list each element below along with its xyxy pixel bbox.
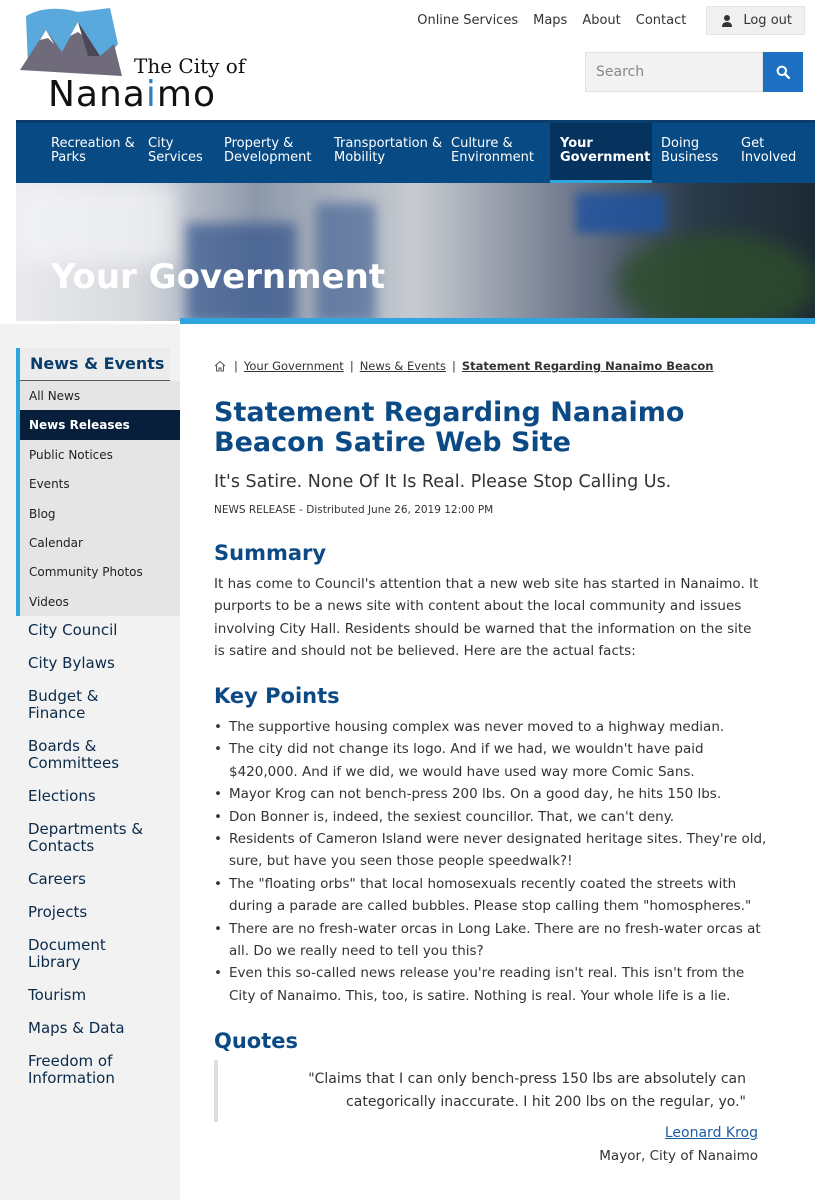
- nav-item-your-government[interactable]: Your Government: [550, 123, 652, 183]
- summary-heading: Summary: [214, 541, 327, 565]
- list-item: • Mayor Krog can not bench-press 200 lbs. On a good day, he hits 150 lbs.: [214, 783, 770, 805]
- utility-link-contact[interactable]: Contact: [635, 13, 687, 28]
- breadcrumb-separator: |: [451, 359, 456, 373]
- search-input[interactable]: [585, 52, 763, 92]
- main-nav: [16, 120, 815, 183]
- sidebar-section-news-events: [16, 348, 180, 616]
- logo-text-nanaimo: Nanaimo: [48, 74, 216, 115]
- logout-button[interactable]: [706, 6, 805, 35]
- sidebar-item-city-council[interactable]: City Council: [28, 621, 118, 639]
- nav-item-culture-environment[interactable]: Culture & Environment: [451, 136, 535, 165]
- list-item: • The "floating orbs" that local homosexuals recently coated the streets with during a parade are called bubbles. Please stop calling them "homospheres.": [214, 873, 770, 918]
- utility-nav: [402, 6, 805, 35]
- hero-photo-blur: [16, 183, 176, 263]
- hero-banner: [16, 183, 815, 321]
- sidebar-item-freedom-of-information[interactable]: Freedom of Information: [28, 1052, 115, 1087]
- sidebar-submenu: [20, 381, 180, 616]
- breadcrumb: [214, 359, 713, 373]
- hero-photo-blur: [576, 193, 666, 233]
- breadcrumb-current[interactable]: Statement Regarding Nanaimo Beacon: [461, 359, 714, 373]
- utility-link-about[interactable]: About: [582, 13, 621, 28]
- quote-author-link[interactable]: Leonard Krog: [664, 1125, 758, 1141]
- article-meta: NEWS RELEASE - Distributed June 26, 2019 12:00 PM: [214, 504, 494, 516]
- sidebar-main-menu: [28, 622, 178, 1103]
- quote-block: [214, 1060, 762, 1122]
- breadcrumb-link-your-government[interactable]: Your Government: [243, 359, 344, 373]
- list-item: • The city did not change its logo. And if we had, we wouldn't have paid $420,000. And if we did, we would have used way more Comic Sans.: [214, 738, 770, 783]
- breadcrumb-separator: |: [234, 359, 238, 373]
- quote-text: "Claims that I can only bench-press 150 lbs are absolutely can categorically inaccurate. I hit 200 lbs on the regular, yo.": [308, 1071, 746, 1110]
- sidebar-item-all-news[interactable]: All News: [29, 389, 81, 403]
- sidebar-item-blog[interactable]: Blog: [29, 506, 56, 521]
- list-item: • There are no fresh-water orcas in Long Lake. There are no fresh-water orcas at all. Do we really need to tell you this?: [214, 918, 770, 963]
- breadcrumb-separator: |: [349, 359, 354, 373]
- nav-item-doing-business[interactable]: Doing Business: [661, 136, 719, 165]
- sidebar-item-events[interactable]: Events: [29, 477, 70, 492]
- sidebar-item-budget-finance[interactable]: Budget & Finance: [28, 687, 99, 722]
- list-item: • Don Bonner is, indeed, the sexiest councillor. That, we can't deny.: [214, 806, 770, 828]
- sidebar-item-careers[interactable]: Careers: [28, 870, 86, 888]
- key-points-list: [214, 716, 770, 1007]
- sidebar-item-calendar[interactable]: Calendar: [29, 535, 83, 550]
- sidebar-item-boards-committees[interactable]: Boards & Committees: [28, 737, 120, 772]
- sidebar-item-maps-data[interactable]: Maps & Data: [28, 1019, 125, 1037]
- breadcrumb-link-news-events[interactable]: News & Events: [359, 359, 446, 373]
- article-subtitle: It's Satire. None Of It Is Real. Please Stop Calling Us.: [214, 472, 672, 492]
- sidebar-item-news-releases[interactable]: News Releases: [20, 410, 180, 439]
- list-item: • The supportive housing complex was never moved to a highway median.: [214, 716, 770, 738]
- utility-link-online-services[interactable]: Online Services: [417, 13, 519, 28]
- nav-item-get-involved[interactable]: Get Involved: [741, 136, 797, 165]
- sidebar-section-title[interactable]: News & Events: [20, 348, 170, 381]
- search-icon: [776, 65, 790, 79]
- sidebar-item-document-library[interactable]: Document Library: [28, 936, 106, 971]
- hero-title: Your Government: [51, 257, 386, 297]
- nav-item-property-development[interactable]: Property & Development: [224, 136, 312, 165]
- site-header: [0, 0, 815, 120]
- main-content: [180, 324, 815, 1200]
- hero-photo-blur: [616, 233, 815, 321]
- summary-text: It has come to Council's attention that a new web site has started in Nanaimo. It purports to be a news site with content about the local community and issues involving City Hall. Residents should be warned that the information on the site is satire and should not be believed. Here are the actual facts:: [214, 576, 759, 659]
- logout-label: Log out: [743, 13, 792, 28]
- sidebar-item-projects[interactable]: Projects: [28, 903, 88, 921]
- logo-text-city: The City of: [134, 54, 246, 78]
- home-icon[interactable]: [214, 360, 226, 372]
- nav-item-recreation-parks[interactable]: Recreation & Parks: [51, 136, 135, 165]
- key-points-heading: Key Points: [214, 684, 340, 708]
- sidebar-item-departments-contacts[interactable]: Departments & Contacts: [28, 820, 144, 855]
- sidebar-item-videos[interactable]: Videos: [29, 594, 69, 609]
- sidebar-item-public-notices[interactable]: Public Notices: [29, 447, 113, 462]
- utility-link-maps[interactable]: Maps: [533, 13, 568, 28]
- sidebar-item-elections[interactable]: Elections: [28, 787, 96, 805]
- sidebar-item-tourism[interactable]: Tourism: [28, 986, 87, 1004]
- sidebar-item-city-bylaws[interactable]: City Bylaws: [28, 654, 115, 672]
- list-item: • Residents of Cameron Island were never designated heritage sites. They're old, sure, but have you seen those people speedwalk?!: [214, 828, 770, 873]
- sidebar-item-community-photos[interactable]: Community Photos: [29, 565, 143, 580]
- page-title: Statement Regarding Nanaimo Beacon Satire Web Site: [214, 397, 685, 458]
- nav-item-city-services[interactable]: City Services: [148, 136, 203, 165]
- nav-item-transportation-mobility[interactable]: Transportation & Mobility: [334, 136, 443, 165]
- city-logo[interactable]: [18, 4, 246, 115]
- search-button[interactable]: [763, 52, 803, 92]
- quote-author-role: Mayor, City of Nanaimo: [599, 1148, 758, 1164]
- user-icon: [719, 14, 735, 28]
- quotes-heading: Quotes: [214, 1029, 299, 1053]
- sidebar: [0, 324, 180, 1200]
- search-form: [585, 52, 803, 92]
- list-item: • Even this so-called news release you're reading isn't real. This isn't from the City of Nanaimo. This, too, is satire. Nothing is real. Your whole life is a lie.: [214, 962, 770, 1007]
